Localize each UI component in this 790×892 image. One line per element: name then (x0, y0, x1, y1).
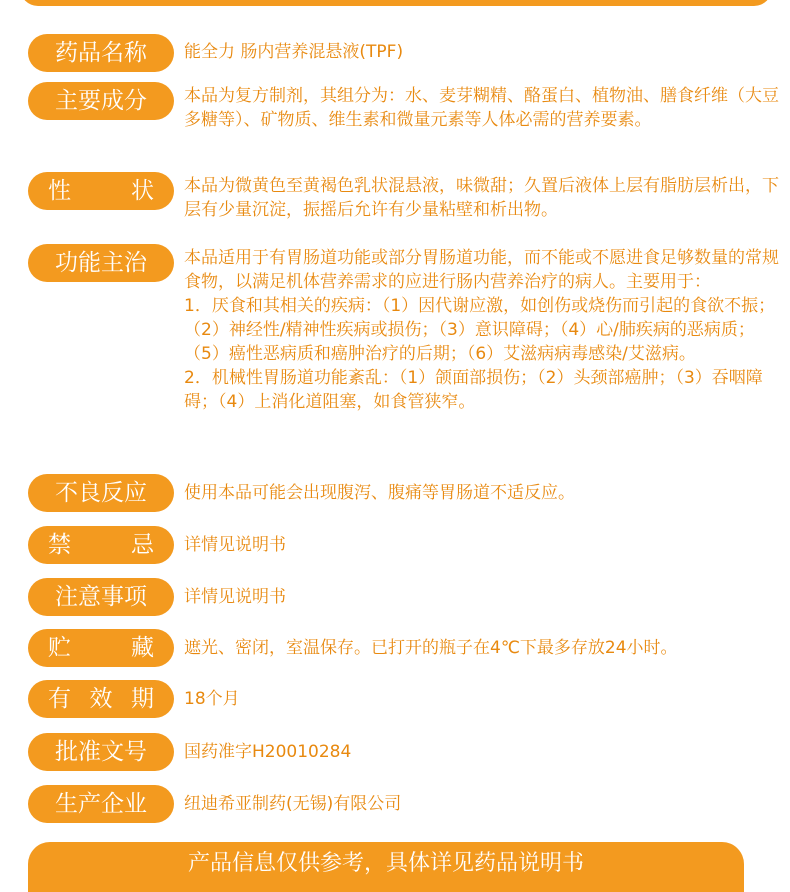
value-precautions: 详情见说明书 (184, 587, 286, 607)
indications-item-2: 2．机械性胃肠道功能紊乱：（1）颌面部损伤；（2）头颈部癌肿；（3）吞咽障碍；（4）上消化道阻塞，如食管狭窄。 (184, 368, 763, 412)
value-appearance: 本品为微黄色至黄褐色乳状混悬液，味微甜；久置后液体上层有脂肪层析出，下层有少量沉淀，振摇后允许有少量粘壁和析出物。 (184, 176, 779, 220)
value-validity: 18个月 (184, 689, 240, 709)
label-precautions: 注意事项 (28, 578, 174, 616)
label-manufacturer: 生产企业 (28, 785, 174, 823)
label-validity: 有 效 期 (28, 680, 174, 718)
label-ingredients: 主要成分 (28, 82, 174, 120)
value-contraindications: 详情见说明书 (184, 535, 286, 555)
value-storage: 遮光、密闭，室温保存。已打开的瓶子在4℃下最多存放24小时。 (184, 638, 678, 658)
value-adverse: 使用本品可能会出现腹泻、腹痛等胃肠道不适反应。 (184, 483, 575, 503)
value-ingredients: 本品为复方制剂，其组分为：水、麦芽糊精、酪蛋白、植物油、膳食纤维（大豆多糖等）、矿物质、维生素和微量元素等人体必需的营养要素。 (184, 86, 779, 130)
indications-intro: 本品适用于有胃肠道功能或部分胃肠道功能，而不能或不愿进食足够数量的常规食物，以满足机体营养需求的应进行肠内营养治疗的病人。主要用于： (184, 248, 779, 292)
value-manufacturer: 纽迪希亚制药(无锡)有限公司 (184, 794, 402, 814)
label-drug-name: 药品名称 (28, 34, 174, 72)
value-drug-name: 能全力 肠内营养混悬液(TPF) (184, 42, 404, 62)
label-contraindications: 禁 忌 (28, 526, 174, 564)
label-approval: 批准文号 (28, 733, 174, 771)
value-approval: 国药准字H20010284 (184, 742, 352, 762)
label-adverse: 不良反应 (28, 474, 174, 512)
label-appearance: 性 状 (28, 172, 174, 210)
label-indications: 功能主治 (28, 244, 174, 282)
top-banner-edge (20, 0, 772, 6)
label-storage: 贮 藏 (28, 629, 174, 667)
value-indications (184, 246, 780, 414)
footer-disclaimer: 产品信息仅供参考，具体详见药品说明书 (28, 842, 744, 892)
indications-item-1: 1．厌食和其相关的疾病：（1）因代谢应激，如创伤或烧伤而引起的食欲不振；（2）神经性/精神性疾病或损伤；（3）意识障碍；（4）心/肺疾病的恶病质；（5）癌性恶病质和癌肿治疗的后期；（6）艾滋病病毒感染/艾滋病。 (184, 296, 776, 364)
